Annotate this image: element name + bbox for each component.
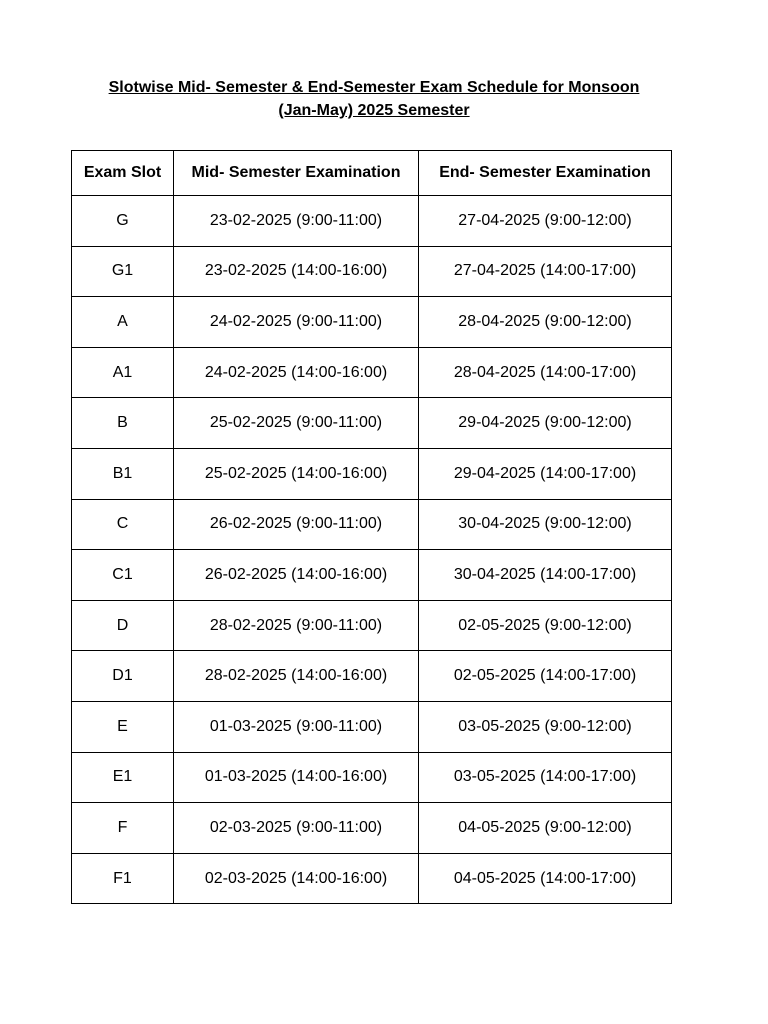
cell-exam-slot: D xyxy=(72,600,174,651)
title-line-1: Slotwise Mid- Semester & End-Semester Exam Schedule for Monsoon xyxy=(108,79,640,96)
cell-mid-semester: 23-02-2025 (14:00-16:00) xyxy=(174,246,419,297)
exam-schedule-table xyxy=(71,150,672,904)
table-body xyxy=(72,196,672,904)
cell-mid-semester: 26-02-2025 (14:00-16:00) xyxy=(174,550,419,601)
table-row xyxy=(72,196,672,247)
cell-mid-semester: 24-02-2025 (14:00-16:00) xyxy=(174,347,419,398)
cell-exam-slot: C1 xyxy=(72,550,174,601)
document-title xyxy=(0,76,748,122)
cell-exam-slot: A1 xyxy=(72,347,174,398)
cell-mid-semester: 02-03-2025 (9:00-11:00) xyxy=(174,803,419,854)
cell-end-semester: 03-05-2025 (9:00-12:00) xyxy=(419,701,672,752)
cell-exam-slot: G xyxy=(72,196,174,247)
cell-exam-slot: F1 xyxy=(72,853,174,904)
table-row xyxy=(72,297,672,348)
table-row xyxy=(72,347,672,398)
table-row xyxy=(72,448,672,499)
cell-mid-semester: 02-03-2025 (14:00-16:00) xyxy=(174,853,419,904)
table-row xyxy=(72,752,672,803)
cell-end-semester: 02-05-2025 (9:00-12:00) xyxy=(419,600,672,651)
cell-exam-slot: G1 xyxy=(72,246,174,297)
cell-end-semester: 04-05-2025 (14:00-17:00) xyxy=(419,853,672,904)
cell-end-semester: 27-04-2025 (9:00-12:00) xyxy=(419,196,672,247)
cell-exam-slot: E1 xyxy=(72,752,174,803)
cell-mid-semester: 25-02-2025 (14:00-16:00) xyxy=(174,448,419,499)
table-row xyxy=(72,246,672,297)
cell-end-semester: 29-04-2025 (9:00-12:00) xyxy=(419,398,672,449)
cell-end-semester: 28-04-2025 (9:00-12:00) xyxy=(419,297,672,348)
cell-end-semester: 30-04-2025 (14:00-17:00) xyxy=(419,550,672,601)
cell-end-semester: 28-04-2025 (14:00-17:00) xyxy=(419,347,672,398)
cell-exam-slot: C xyxy=(72,499,174,550)
cell-mid-semester: 01-03-2025 (9:00-11:00) xyxy=(174,701,419,752)
cell-mid-semester: 26-02-2025 (9:00-11:00) xyxy=(174,499,419,550)
table-row xyxy=(72,803,672,854)
header-exam-slot: Exam Slot xyxy=(72,151,174,196)
cell-mid-semester: 01-03-2025 (14:00-16:00) xyxy=(174,752,419,803)
cell-mid-semester: 24-02-2025 (9:00-11:00) xyxy=(174,297,419,348)
cell-exam-slot: E xyxy=(72,701,174,752)
cell-mid-semester: 25-02-2025 (9:00-11:00) xyxy=(174,398,419,449)
cell-mid-semester: 28-02-2025 (14:00-16:00) xyxy=(174,651,419,702)
cell-end-semester: 29-04-2025 (14:00-17:00) xyxy=(419,448,672,499)
cell-mid-semester: 23-02-2025 (9:00-11:00) xyxy=(174,196,419,247)
table-row xyxy=(72,550,672,601)
header-mid-semester: Mid- Semester Examination xyxy=(174,151,419,196)
table-row xyxy=(72,651,672,702)
cell-end-semester: 03-05-2025 (14:00-17:00) xyxy=(419,752,672,803)
cell-exam-slot: B xyxy=(72,398,174,449)
cell-end-semester: 02-05-2025 (14:00-17:00) xyxy=(419,651,672,702)
table-row xyxy=(72,398,672,449)
table-row xyxy=(72,499,672,550)
cell-end-semester: 27-04-2025 (14:00-17:00) xyxy=(419,246,672,297)
cell-end-semester: 30-04-2025 (9:00-12:00) xyxy=(419,499,672,550)
cell-exam-slot: B1 xyxy=(72,448,174,499)
cell-exam-slot: A xyxy=(72,297,174,348)
cell-end-semester: 04-05-2025 (9:00-12:00) xyxy=(419,803,672,854)
table-row xyxy=(72,853,672,904)
table-row xyxy=(72,701,672,752)
table-header-row xyxy=(72,151,672,196)
cell-exam-slot: F xyxy=(72,803,174,854)
table-row xyxy=(72,600,672,651)
title-line-2: (Jan-May) 2025 Semester xyxy=(278,102,470,119)
header-end-semester: End- Semester Examination xyxy=(419,151,672,196)
cell-exam-slot: D1 xyxy=(72,651,174,702)
cell-mid-semester: 28-02-2025 (9:00-11:00) xyxy=(174,600,419,651)
